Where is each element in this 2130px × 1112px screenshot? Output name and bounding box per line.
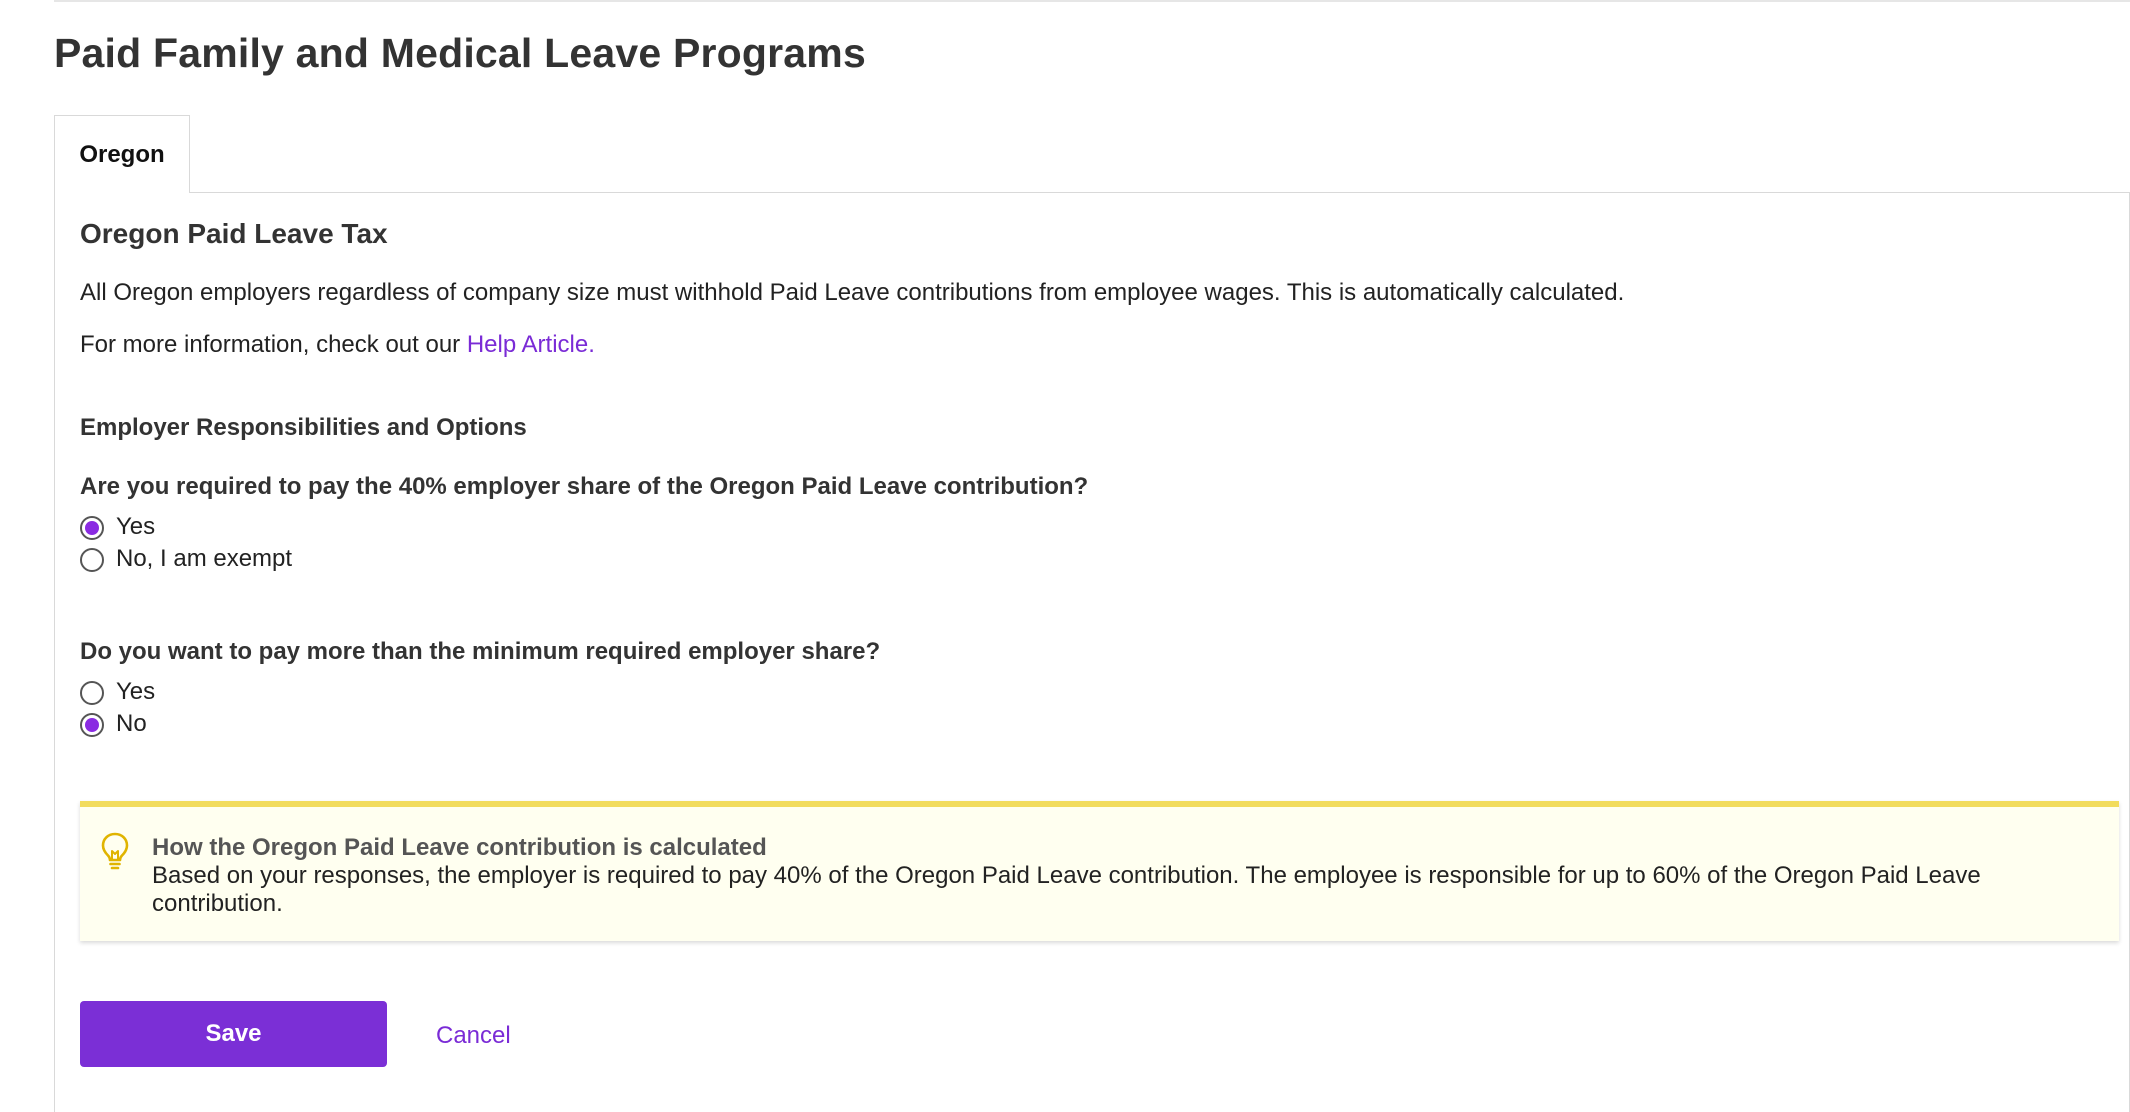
callout-body: Based on your responses, the employer is required to pay 40% of the Oregon Paid Leave contribution. The employee is responsible for up to 60% of the Oregon Paid Leave contribution. [152, 862, 1981, 917]
question-pay-more: Do you want to pay more than the minimum required employer share? [80, 638, 881, 665]
help-info-text [80, 331, 595, 359]
top-divider [54, 0, 2130, 2]
radio-button-checked[interactable] [80, 713, 104, 737]
radio-label: Yes [116, 678, 156, 705]
page-title: Paid Family and Medical Leave Programs [54, 30, 866, 76]
radio-label: No, I am exempt [116, 545, 293, 572]
radio-option-pay-more-no[interactable] [80, 708, 147, 740]
section-description: All Oregon employers regardless of company size must withhold Paid Leave contributions from employee wages. This is automatically calculated. [80, 279, 1625, 306]
radio-option-pay-more-yes[interactable] [80, 676, 155, 708]
cancel-link[interactable]: Cancel [436, 1022, 511, 1049]
radio-option-employer-share-exempt[interactable] [80, 543, 292, 575]
tab-panel [54, 192, 2130, 1112]
radio-button-checked[interactable] [80, 516, 104, 540]
radio-button-unchecked[interactable] [80, 548, 104, 572]
callout-title: How the Oregon Paid Leave contribution is calculated [152, 834, 767, 861]
calculation-callout [80, 801, 2119, 941]
question-employer-share: Are you required to pay the 40% employer share of the Oregon Paid Leave contribution? [80, 473, 1089, 500]
section-title: Oregon Paid Leave Tax [80, 218, 388, 249]
save-button[interactable]: Save [80, 1001, 387, 1067]
help-article-link[interactable]: Help Article. [466, 331, 595, 358]
radio-label: No [116, 710, 147, 737]
responsibilities-heading: Employer Responsibilities and Options [80, 414, 527, 441]
tab-oregon[interactable]: Oregon [54, 115, 190, 193]
lightbulb-icon [100, 831, 130, 871]
help-info-prefix: For more information, check out our [80, 331, 467, 358]
radio-option-employer-share-yes[interactable] [80, 511, 155, 543]
radio-button-unchecked[interactable] [80, 681, 104, 705]
radio-label: Yes [116, 513, 156, 540]
